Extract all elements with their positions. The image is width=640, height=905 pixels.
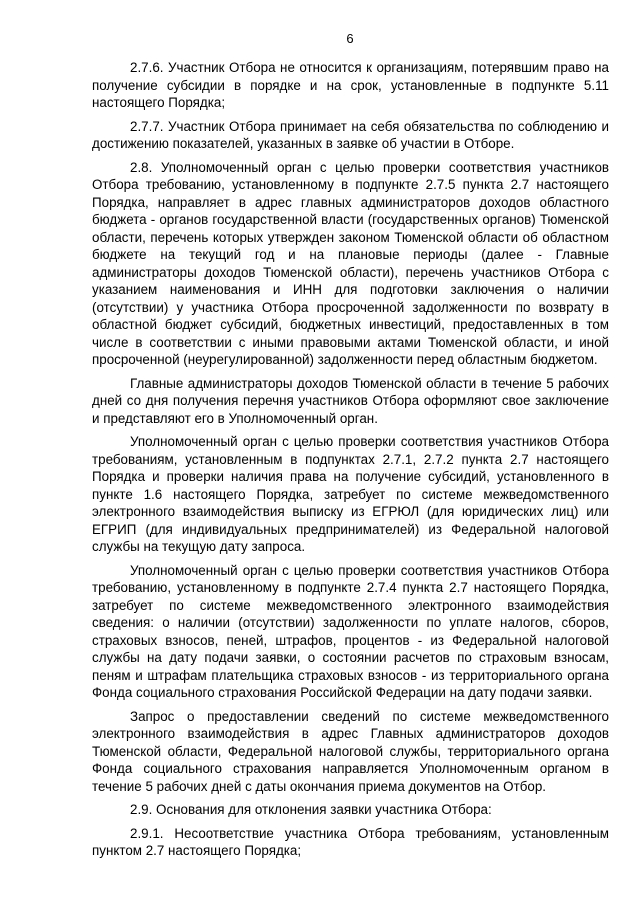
paragraph-2-7-6: 2.7.6. Участник Отбора не относится к организациям, потерявшим право на получение субсидии в порядке и на срок, установленные в подпункте 5.11 настоящего Порядка; (92, 60, 609, 110)
paragraph-2-7-7: 2.7.7. Участник Отбора принимает на себя обязательства по соблюдению и достижению показателей, указанных в заявке об участии в Отборе. (92, 118, 609, 151)
paragraph-tax-request: Уполномоченный орган с целью проверки соответствия участников Отбора требованию, установленному в подпункте 2.7.4 пункта 2.7 настоящего Порядка, затребует по системе межведомственного электронного взаимодействия сведения: о наличии (отсутствии) задолженности по уплате налогов, сборов, страховых взносов, пеней, штрафов, процентов - из Федеральной налоговой службы на дату подачи заявки, о состоянии расчетов по страховым взносам, пеням и штрафам плательщика страховых взносов - из территориального органа Фонда социального страхования Российской Федерации на дату подачи заявки. (92, 562, 609, 700)
document-body (92, 59, 609, 866)
paragraph-2-8: 2.8. Уполномоченный орган с целью проверки соответствия участников Отбора требованию, установленному в подпункте 2.7.5 пункта 2.7 настоящего Порядка, направляет в адрес главных администраторов доходов областного бюджета - органов государственной власти (государственных органов) Тюменской области, перечень которых утвержден законом Тюменской области об областном бюджете на текущий год и на плановые периоды (далее - Главные администраторы доходов Тюменской области), перечень участников Отбора с указанием наименования и ИНН для подготовки заключения о наличии (отсутствии) у участника Отбора просроченной задолженности по возврату в областной бюджет субсидий, бюджетных инвестиций, предоставленных в том числе в соответствии с иными правовыми актами Тюменской области, и иной просроченной (неурегулированной) задолженности перед областным бюджетом. (92, 159, 609, 367)
paragraph-2-9: 2.9. Основания для отклонения заявки участника Отбора: (130, 802, 492, 817)
paragraph-2-9-1: 2.9.1. Несоответствие участника Отбора требованиям, установленным пунктом 2.7 настоящего Порядка; (92, 825, 609, 858)
paragraph-main-admins: Главные администраторы доходов Тюменской области в течение 5 рабочих дней со дня получения перечня участников Отбора оформляют свое заключение и представляют его в Уполномоченный орган. (92, 375, 609, 426)
page-number: 6 (346, 31, 354, 46)
paragraph-interagency-request: Запрос о предоставлении сведений по системе межведомственного электронного взаимодействия в адрес Главных администраторов доходов Тюменской области, Федеральной налоговой службы, территориального органа Фонда социального страхования направляется Уполномоченным органом в течение 5 рабочих дней с даты окончания приема документов на Отбор. (92, 708, 609, 794)
paragraph-egrul-request: Уполномоченный орган с целью проверки соответствия участников Отбора требованиям, установленным в подпунктах 2.7.1, 2.7.2 пункта 2.7 настоящего Порядка и проверки наличия права на получение субсидий, установленного в пункте 1.6 настоящего Порядка, затребует по системе межведомственного электронного взаимодействия выписку из ЕГРЮЛ (для юридических лиц) или ЕГРИП (для индивидуальных предпринимателей) из Федеральной налоговой службы на текущую дату запроса. (92, 434, 609, 554)
